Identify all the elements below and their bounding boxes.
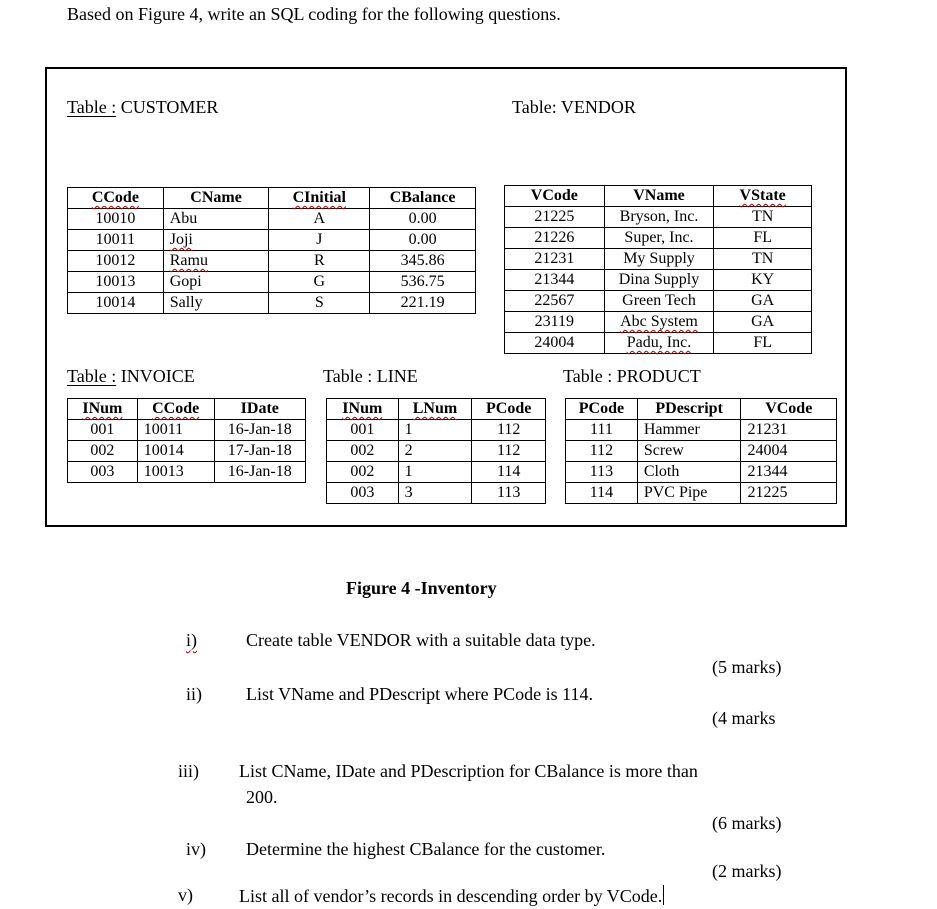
table-row: 24004 Padu, Inc. FL (505, 333, 812, 354)
line-table-title: Table : LINE (323, 366, 418, 386)
invoice-title-name: INVOICE (116, 366, 195, 386)
line-header-row (327, 399, 546, 420)
question-2-number: ii) (186, 684, 202, 704)
table-row: 114 PVC Pipe 21225 (566, 483, 837, 504)
customer-title-name: CUSTOMER (116, 97, 219, 117)
customer-header-row (68, 188, 476, 209)
table-row: 10010 Abu A 0.00 (68, 209, 476, 230)
table-row: 21226 Super, Inc. FL (505, 228, 812, 249)
product-col-pdescript: PDescript (637, 399, 741, 420)
invoice-title-prefix: Table : (67, 366, 117, 386)
question-3-text-continued: 200. (246, 787, 278, 807)
product-table-title: Table : PRODUCT (563, 366, 701, 386)
question-1-text: Create table VENDOR with a suitable data type. (246, 630, 596, 650)
question-3-text: List CName, IDate and PDescription for CBalance is more than (239, 761, 698, 781)
text-cursor (663, 885, 664, 905)
product-col-vcode: VCode (741, 399, 837, 420)
table-row: 21231 My Supply TN (505, 249, 812, 270)
question-5-text: List all of vendor’s records in descending order by VCode. (239, 886, 663, 906)
table-row: 22567 Green Tech GA (505, 291, 812, 312)
table-row: 113 Cloth 21344 (566, 462, 837, 483)
customer-col-cbalance: CBalance (370, 188, 476, 209)
product-table (565, 398, 837, 504)
table-row: 002 10014 17-Jan-18 (68, 441, 306, 462)
line-col-lnum: LNum (398, 399, 472, 420)
table-row: 002 2 112 (327, 441, 546, 462)
figure-caption: Figure 4 -Inventory (346, 578, 497, 598)
line-col-pcode: PCode (472, 399, 546, 420)
vendor-table (504, 185, 812, 354)
vendor-table-title: Table: VENDOR (512, 97, 636, 117)
vendor-col-vstate: VState (714, 186, 812, 207)
table-row: 23119 Abc System GA (505, 312, 812, 333)
question-1-number: i) (186, 630, 197, 650)
table-row: 111 Hammer 21231 (566, 420, 837, 441)
line-col-inum: INum (327, 399, 399, 420)
question-4-marks: (2 marks) (712, 861, 782, 881)
customer-col-cname: CName (163, 188, 269, 209)
question-4-text: Determine the highest CBalance for the customer. (246, 839, 606, 859)
question-3-marks: (6 marks) (712, 813, 782, 833)
invoice-col-idate: IDate (214, 399, 305, 420)
invoice-table-title (67, 366, 195, 387)
table-row: 001 1 112 (327, 420, 546, 441)
customer-col-cinitial: CInitial (269, 188, 370, 209)
table-row: 001 10011 16-Jan-18 (68, 420, 306, 441)
customer-col-ccode: CCode (68, 188, 164, 209)
customer-title-prefix: Table : (67, 97, 117, 117)
table-row: 10012 Ramu R 345.86 (68, 251, 476, 272)
question-1-marks: (5 marks) (712, 657, 782, 677)
invoice-table (67, 398, 306, 483)
table-row: 21344 Dina Supply KY (505, 270, 812, 291)
table-row: 112 Screw 24004 (566, 441, 837, 462)
question-4-number: iv) (186, 839, 206, 859)
question-2-marks: (4 marks (712, 708, 776, 728)
vendor-col-vname: VName (604, 186, 714, 207)
question-2-text: List VName and PDescript where PCode is 114. (246, 684, 593, 704)
table-row: 10011 Joji J 0.00 (68, 230, 476, 251)
product-col-pcode: PCode (566, 399, 638, 420)
product-header-row (566, 399, 837, 420)
question-5-number: v) (178, 885, 193, 905)
invoice-header-row (68, 399, 306, 420)
invoice-col-inum: INum (68, 399, 138, 420)
vendor-header-row (505, 186, 812, 207)
table-row: 10014 Sally S 221.19 (68, 293, 476, 314)
vendor-col-vcode: VCode (505, 186, 605, 207)
question-5-text-line[interactable] (239, 885, 664, 907)
intro-text: Based on Figure 4, write an SQL coding for the following questions. (67, 4, 561, 24)
customer-table-title (67, 97, 218, 118)
table-row: 10013 Gopi G 536.75 (68, 272, 476, 293)
line-table (326, 398, 546, 504)
invoice-col-ccode: CCode (137, 399, 214, 420)
table-row: 002 1 114 (327, 462, 546, 483)
question-3-number: iii) (178, 761, 199, 781)
customer-table (67, 187, 476, 314)
table-row: 21225 Bryson, Inc. TN (505, 207, 812, 228)
table-row: 003 3 113 (327, 483, 546, 504)
table-row: 003 10013 16-Jan-18 (68, 462, 306, 483)
